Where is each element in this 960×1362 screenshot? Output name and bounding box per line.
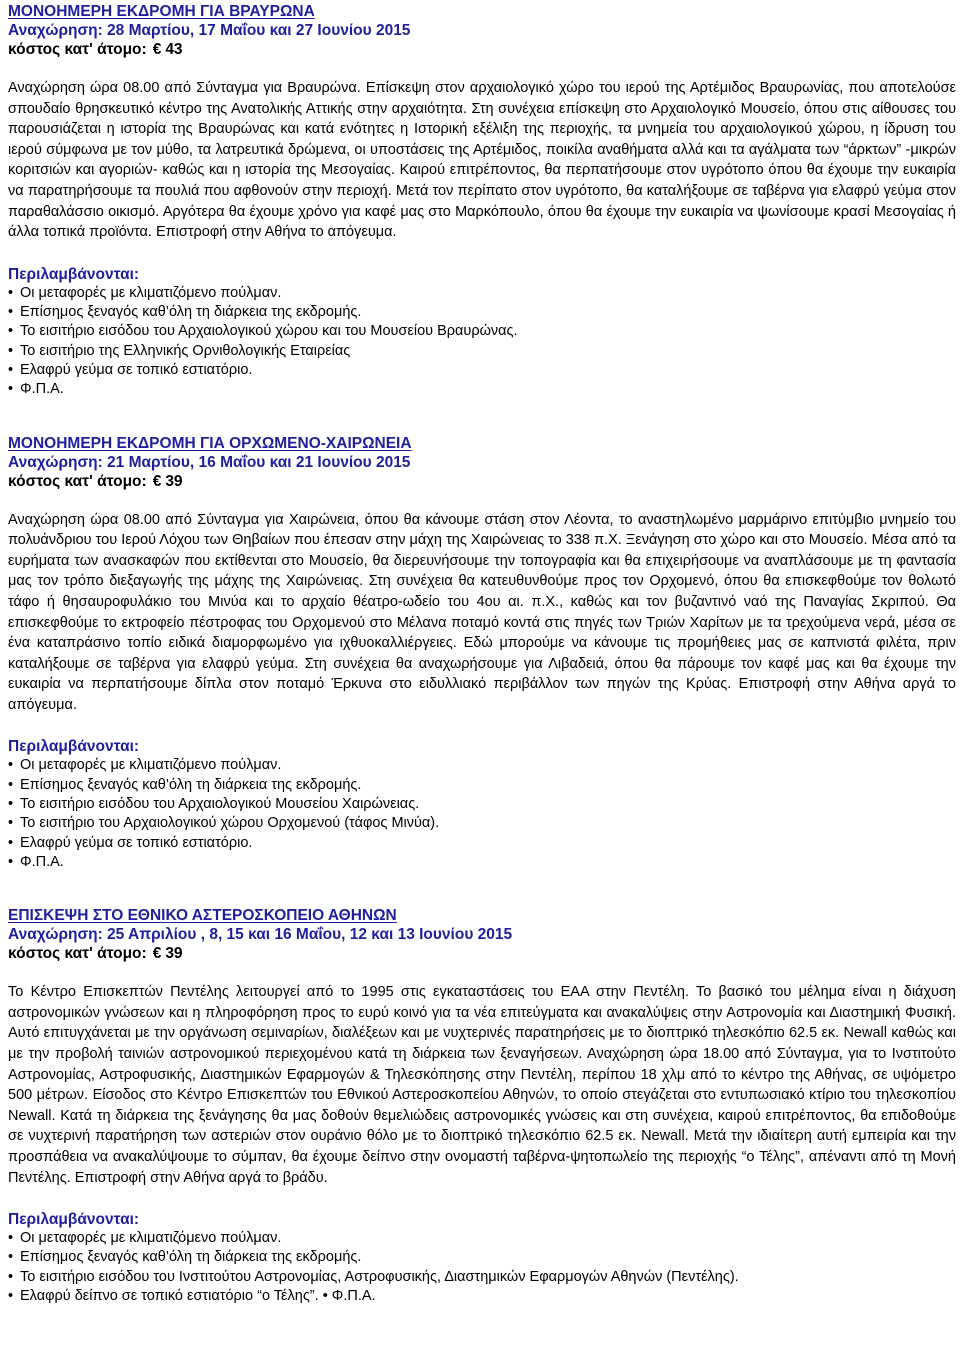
- list-item: • Το εισιτήριο του Αρχαιολογικού χώρου Ορχομενού (τάφος Μινύα).: [8, 815, 440, 832]
- trip-description: Αναχώρηση ώρα 08.00 από Σύνταγμα για Βραυρώνα. Επίσκεψη στον αρχαιολογικό χώρο του ιερού της Αρτέμιδος Βραυρωνίας, που αποτελούσε σπουδαίο θρησκευτικό κέντρο της Ανατολικής Αττικής στην αρχαιότητα. Στη συνέχεια επίσκεψη στο Αρχαιολογικό Μουσείο, όπου στις αίθουσες του παρουσιάζεται η ιστορία της Βραυρώνας και κατά ενότητες η Ιστορική εξέλιξη της περιοχής, τα μνημεία του αρχαιολογικού χώρου, η ίδρυση του ιερού σύμφωνα με τον μύθο, τα λατρευτικά δρώμενα, οι υποστάσεις της Αρτέμιδος, ποικίλα αναθήματα αλλά και τα αγάλματα των “άρκτων” -μικρών κοριτσιών και αγοριών- καθώς και η ιστορία της Μεσογαίας. Καιρού επιτρέποντος, θα περπατήσουμε στον υγρότοπο όπου θα έχουμε την ευκαιρία να παρατηρήσουμε τα πουλιά που αφθονούν στην περιοχή. Μετά τον περίπατο στον υγρότοπο, θα καταλήξουμε σε ταβέρνα για ελαφρύ γεύμα στον παραθαλάσσιο οικισμό. Αργότερα θα έχουμε χρόνο για καφέ μας στο Μαρκόπουλο, όπου θα έχουμε την ευκαιρία να ψωνίσουμε κρασί Μεσογαίας ή άλλα τοπικά προϊόντα. Επιστροφή στην Αθήνα το απόγευμα.: [8, 80, 956, 241]
- includes-list: [8, 756, 956, 872]
- document-page: [8, 2, 956, 1306]
- list-item: • Ελαφρύ δείπνο σε τοπικό εστιατόριο “ο Τέλης”. • Φ.Π.Α.: [8, 1288, 376, 1305]
- list-item: • Το εισιτήριο εισόδου του Αρχαιολογικού Μουσείου Χαιρώνειας.: [8, 796, 420, 813]
- departure-dates: Αναχώρηση: 25 Απριλίου , 8, 15 και 16 Μαΐου, 12 και 13 Ιουνίου 2015: [8, 926, 513, 944]
- euro-icon: €: [152, 41, 162, 58]
- list-item: • Ελαφρύ γεύμα σε τοπικό εστιατόριο.: [8, 361, 253, 378]
- trip-title: ΕΠΙΣΚΕΨΗ ΣΤΟ ΕΘΝΙΚΟ ΑΣΤΕΡΟΣΚΟΠΕΙΟ ΑΘΗΝΩΝ: [8, 907, 397, 925]
- euro-icon: €: [152, 472, 162, 490]
- list-item: • Οι μεταφορές με κλιματιζόμενο πούλμαν.: [8, 1230, 282, 1247]
- list-item: • Οι μεταφορές με κλιματιζόμενο πούλμαν.: [8, 284, 282, 301]
- list-item: • Το εισιτήριο εισόδου του Ινστιτούτου Αστρονομίας, Αστροφυσικής, Διαστημικών Εφαρμογών Αθηνών (Πεντέλης).: [8, 1268, 739, 1285]
- trip-description: Το Κέντρο Επισκεπτών Πεντέλης λειτουργεί από το 1995 στις εγκαταστάσεις του ΕΑΑ στην Πεντέλη. Το βασικό του μέλημα είναι η διάχυση αστρονομικών γνώσεων και η πληροφόρηση προς το ευρύ κοινό για τα νέα επιτεύγματα και ανακαλύψεις στην Αστρονομία και Διαστημική Φυσική. Αυτό επιτυγχάνεται με την οργάνωση σεμιναρίων, διαλέξεων και με νυχτερινές παρατηρήσεις με το διοπτρικό τηλεσκόπιο 62.5 εκ. Newall καθώς και με την προβολή ταινιών αστρονομικού περιεχομένου κατά τη διάρκεια των ξεναγήσεων. Αναχώρηση ώρα 18.00 από Σύνταγμα, για το Ινστιτούτο Αστρονομίας, Αστροφυσικής, Διαστημικών Εφαρμογών & Τηλεσκόπησης στην Πεντέλη, περίπου 18 χλμ από το κέντρο της Αθήνας, σε υψόμετρο 500 μέτρων. Είσοδος στο Κέντρο Επισκεπτών του Εθνικού Αστεροσκοπείου Αθηνών, το οποίο στεγάζεται στο εντυπωσιακό κτίριο του τηλεσκοπίου Newall. Κατά τη διάρκεια της ξενάγησης θα μας δοθούν θεμελιώδεις αστρονομικές γνώσεις και στη συνέχεια, καιρού επιτρέποντος, θα επιδοθούμε σε νυχτερινή παρατήρηση των αστεριών στον ουράνιο θόλο με το διοπτρικό τηλεσκόπιο 62.5 εκ. Newall. Μετά την ιδιαίτερη αυτή εμπειρία και την προσπάθεια να ανακαλύψουμε το σύμπαν, θα έχουμε δείπνο στην ονομαστή ταβέρνα-ψητοπωλείο της περιοχής “ο Τέλης”, απέναντι από τη Μονή Πεντέλης. Επιστροφή στην Αθήνα αργά το βράδυ.: [8, 984, 956, 1186]
- cost-label: κόστος κατ' άτομο:: [8, 472, 147, 490]
- cost-line: [8, 472, 956, 491]
- list-item: • Το εισιτήριο εισόδου του Αρχαιολογικού χώρου και του Μουσείου Βραυρώνας.: [8, 323, 518, 340]
- cost-value: 39: [165, 945, 183, 963]
- trip-observatory: [8, 906, 956, 1306]
- list-item: • Φ.Π.Α.: [8, 381, 64, 398]
- cost-line: [8, 944, 956, 963]
- includes-heading: Περιλαμβάνονται:: [8, 1211, 140, 1229]
- cost-line: [8, 40, 956, 59]
- cost-value: 39: [165, 472, 183, 490]
- trip-description: Αναχώρηση ώρα 08.00 από Σύνταγμα για Χαιρώνεια, όπου θα κάνουμε στάση στον Λέοντα, το αναστηλωμένο μαρμάρινο επιτύμβιο μνημείο του πολυάνδριου του Ιερού Λόχου των Θηβαίων που έπεσαν στην μάχη της Χαιρώνειας το 338 π.Χ. Ξενάγηση στο χώρο και στο Μουσείο. Μέσα από τα ευρήματα των ανασκαφών που εκτίθενται στο Μουσείο, θα διερευνήσουμε την τοπογραφία και θα επιχειρήσουμε να αναπλάσουμε με τη φαντασία μας τον τρόπο διεξαγωγής της μάχης της Χαιρώνειας. Στη συνέχεια θα κατευθυνθούμε προς τον Ορχομενό, όπου θα επισκεφθούμε τον θολωτό τάφο ή θησαυροφυλάκιο του Μινύα και το αρχαίο θέατρο-ωδείο του 4ου αι. π.Χ., καθώς και τον βυζαντινό ναό της Παναγίας Σκριπού. Θα επισκεφθούμε το εκτροφείο πέστροφας του Ορχομενού στο Μέλανα ποταμό κοντά στις πηγές των Τριών Χαρίτων με τα τρεχούμενα νερά, μέσα σε ένα καταπράσινο τοπίο ειδικά διαμορφωμένο για ιχθυοκαλλιέργειες. Εδώ μπορούμε να κάνουμε τις προμήθειες μας σε καπνιστά φιλέτα, πριν καταλήξουμε σε ταβέρνα για ελαφρύ γεύμα. Στη συνέχεια θα αναχωρήσουμε για Λιβαδειά, όπου θα πάρουμε τον καφέ μας και θα έχουμε την ευκαιρία να περπατήσουμε δίπλα στον ποταμό Έρκυνα στο ειδυλλιακό περιβάλλον των πηγών της Κρύας. Επιστροφή στην Αθήνα αργά το απόγευμα.: [8, 511, 956, 713]
- trip-title: ΜΟΝΟΗΜΕΡΗ ΕΚΔΡΟΜΗ ΓΙΑ ΒΡΑΥΡΩΝΑ: [8, 3, 315, 20]
- trip-title: ΜΟΝΟΗΜΕΡΗ ΕΚΔΡΟΜΗ ΓΙΑ ΟΡΧΩΜΕΝΟ-ΧΑΙΡΩΝΕΙΑ: [8, 434, 412, 452]
- departure-dates: Αναχώρηση: 28 Μαρτίου, 17 Μαΐου και 27 Ιουνίου 2015: [8, 22, 411, 39]
- list-item: • Επίσημος ξεναγός καθ’όλη τη διάρκεια της εκδρομής.: [8, 776, 362, 793]
- euro-icon: €: [152, 945, 162, 963]
- cost-value: 43: [165, 41, 183, 58]
- includes-heading: Περιλαμβάνονται:: [8, 265, 140, 283]
- departure-dates: Αναχώρηση: 21 Μαρτίου, 16 Μαΐου και 21 Ιουνίου 2015: [8, 453, 411, 471]
- list-item: • Το εισιτήριο της Ελληνικής Ορνιθολογικής Εταιρείας: [8, 342, 351, 359]
- list-item: • Επίσημος ξεναγός καθ’όλη τη διάρκεια της εκδρομής.: [8, 304, 362, 321]
- list-item: • Ελαφρύ γεύμα σε τοπικό εστιατόριο.: [8, 834, 253, 851]
- includes-list: [8, 1229, 956, 1306]
- cost-label: κόστος κατ' άτομο:: [8, 41, 147, 58]
- trip-vravrona: [8, 2, 956, 400]
- list-item: • Φ.Π.Α.: [8, 853, 64, 870]
- cost-label: κόστος κατ' άτομο:: [8, 945, 147, 963]
- includes-heading: Περιλαμβάνονται:: [8, 738, 140, 756]
- list-item: • Οι μεταφορές με κλιματιζόμενο πούλμαν.: [8, 757, 282, 774]
- trip-orchomenos: [8, 434, 956, 873]
- includes-list: [8, 284, 956, 400]
- list-item: • Επίσημος ξεναγός καθ’όλη τη διάρκεια της εκδρομής.: [8, 1249, 362, 1266]
